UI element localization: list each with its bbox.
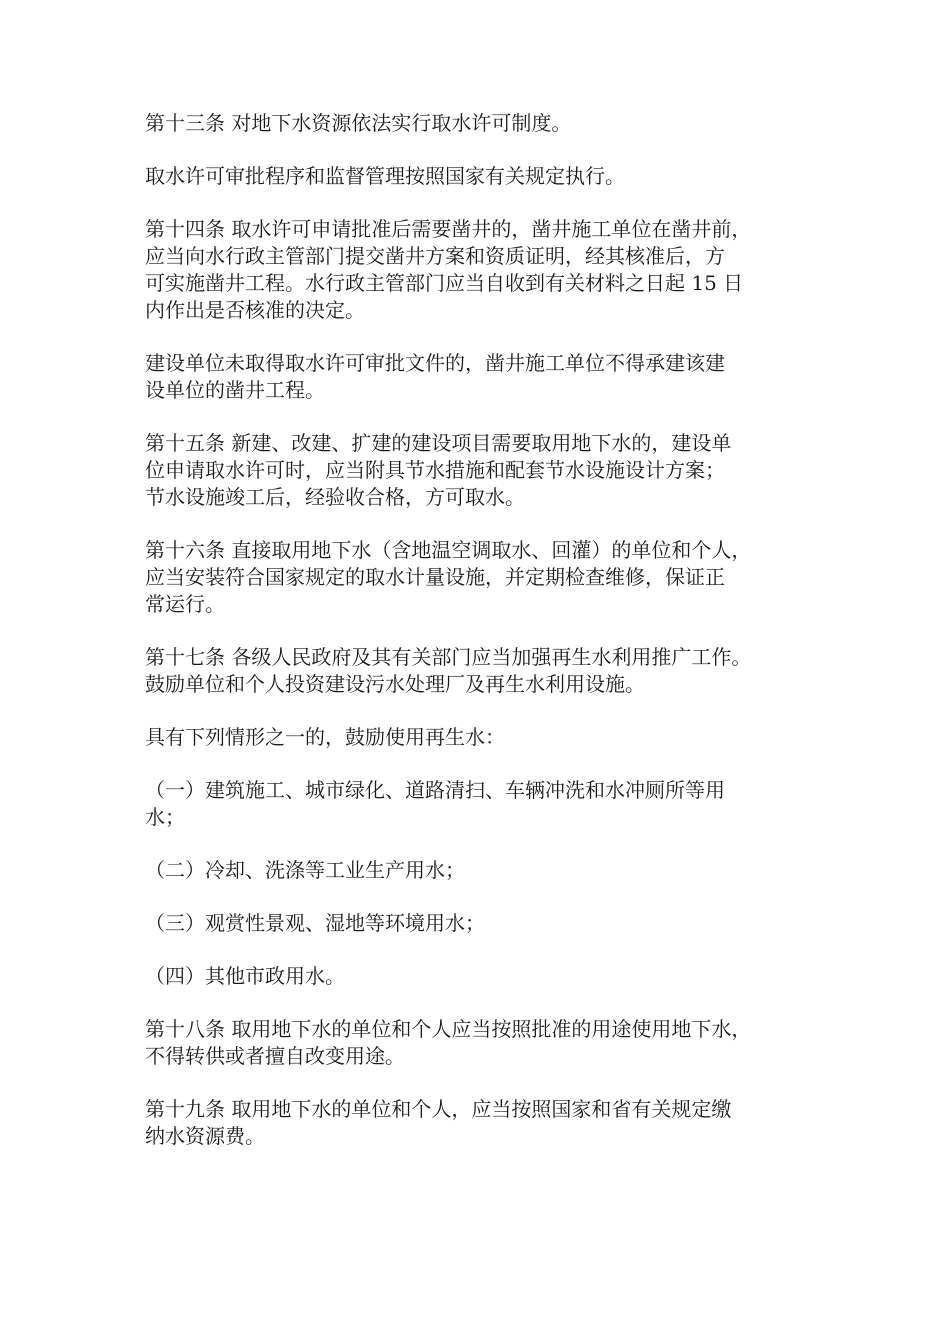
document-body xyxy=(145,110,835,1176)
paragraph-article-16: 第十六条 直接取用地下水（含地温空调取水、回灌）的单位和个人， 应当安装符合国家规定的取水计量设施，并定期检查维修，保证正 常运行。 xyxy=(145,538,752,616)
list-item-3: （三）观赏性景观、湿地等环境用水； xyxy=(145,911,485,935)
paragraph-article-18: 第十八条 取用地下水的单位和个人应当按照批准的用途使用地下水， 不得转供或者擅自改变用途。 xyxy=(145,1017,752,1068)
list-item-4: （四）其他市政用水。 xyxy=(145,964,345,988)
paragraph-reclaimed-water-intro: 具有下列情形之一的，鼓励使用再生水： xyxy=(145,725,505,749)
paragraph-article-15: 第十五条 新建、改建、扩建的建设项目需要取用地下水的，建设单 位申请取水许可时，应当附具节水措施和配套节水设施设计方案； 节水设施竣工后，经验收合格，方可取水。 xyxy=(145,431,732,509)
paragraph-article-14: 第十四条 取水许可申请批准后需要凿井的，凿井施工单位在凿井前， 应当向水行政主管部门提交凿井方案和资质证明，经其核准后，方 可实施凿井工程。水行政主管部门应当自收到有关材料之日起 15 日 内作出是否核准的决定。 xyxy=(145,217,752,322)
list-item-2: （二）冷却、洗涤等工业生产用水； xyxy=(145,858,465,882)
paragraph-article-14-restriction: 建设单位未取得取水许可审批文件的，凿井施工单位不得承建该建 设单位的凿井工程。 xyxy=(145,351,725,402)
paragraph-article-13: 第十三条 对地下水资源依法实行取水许可制度。 xyxy=(145,111,572,135)
paragraph-article-13-procedure: 取水许可审批程序和监督管理按照国家有关规定执行。 xyxy=(145,164,625,188)
paragraph-article-17: 第十七条 各级人民政府及其有关部门应当加强再生水利用推广工作。 鼓励单位和个人投资建设污水处理厂及再生水利用设施。 xyxy=(145,645,752,696)
paragraph-article-19: 第十九条 取用地下水的单位和个人，应当按照国家和省有关规定缴 纳水资源费。 xyxy=(145,1097,732,1148)
list-item-1: （一）建筑施工、城市绿化、道路清扫、车辆冲洗和水冲厕所等用 水； xyxy=(145,778,725,829)
